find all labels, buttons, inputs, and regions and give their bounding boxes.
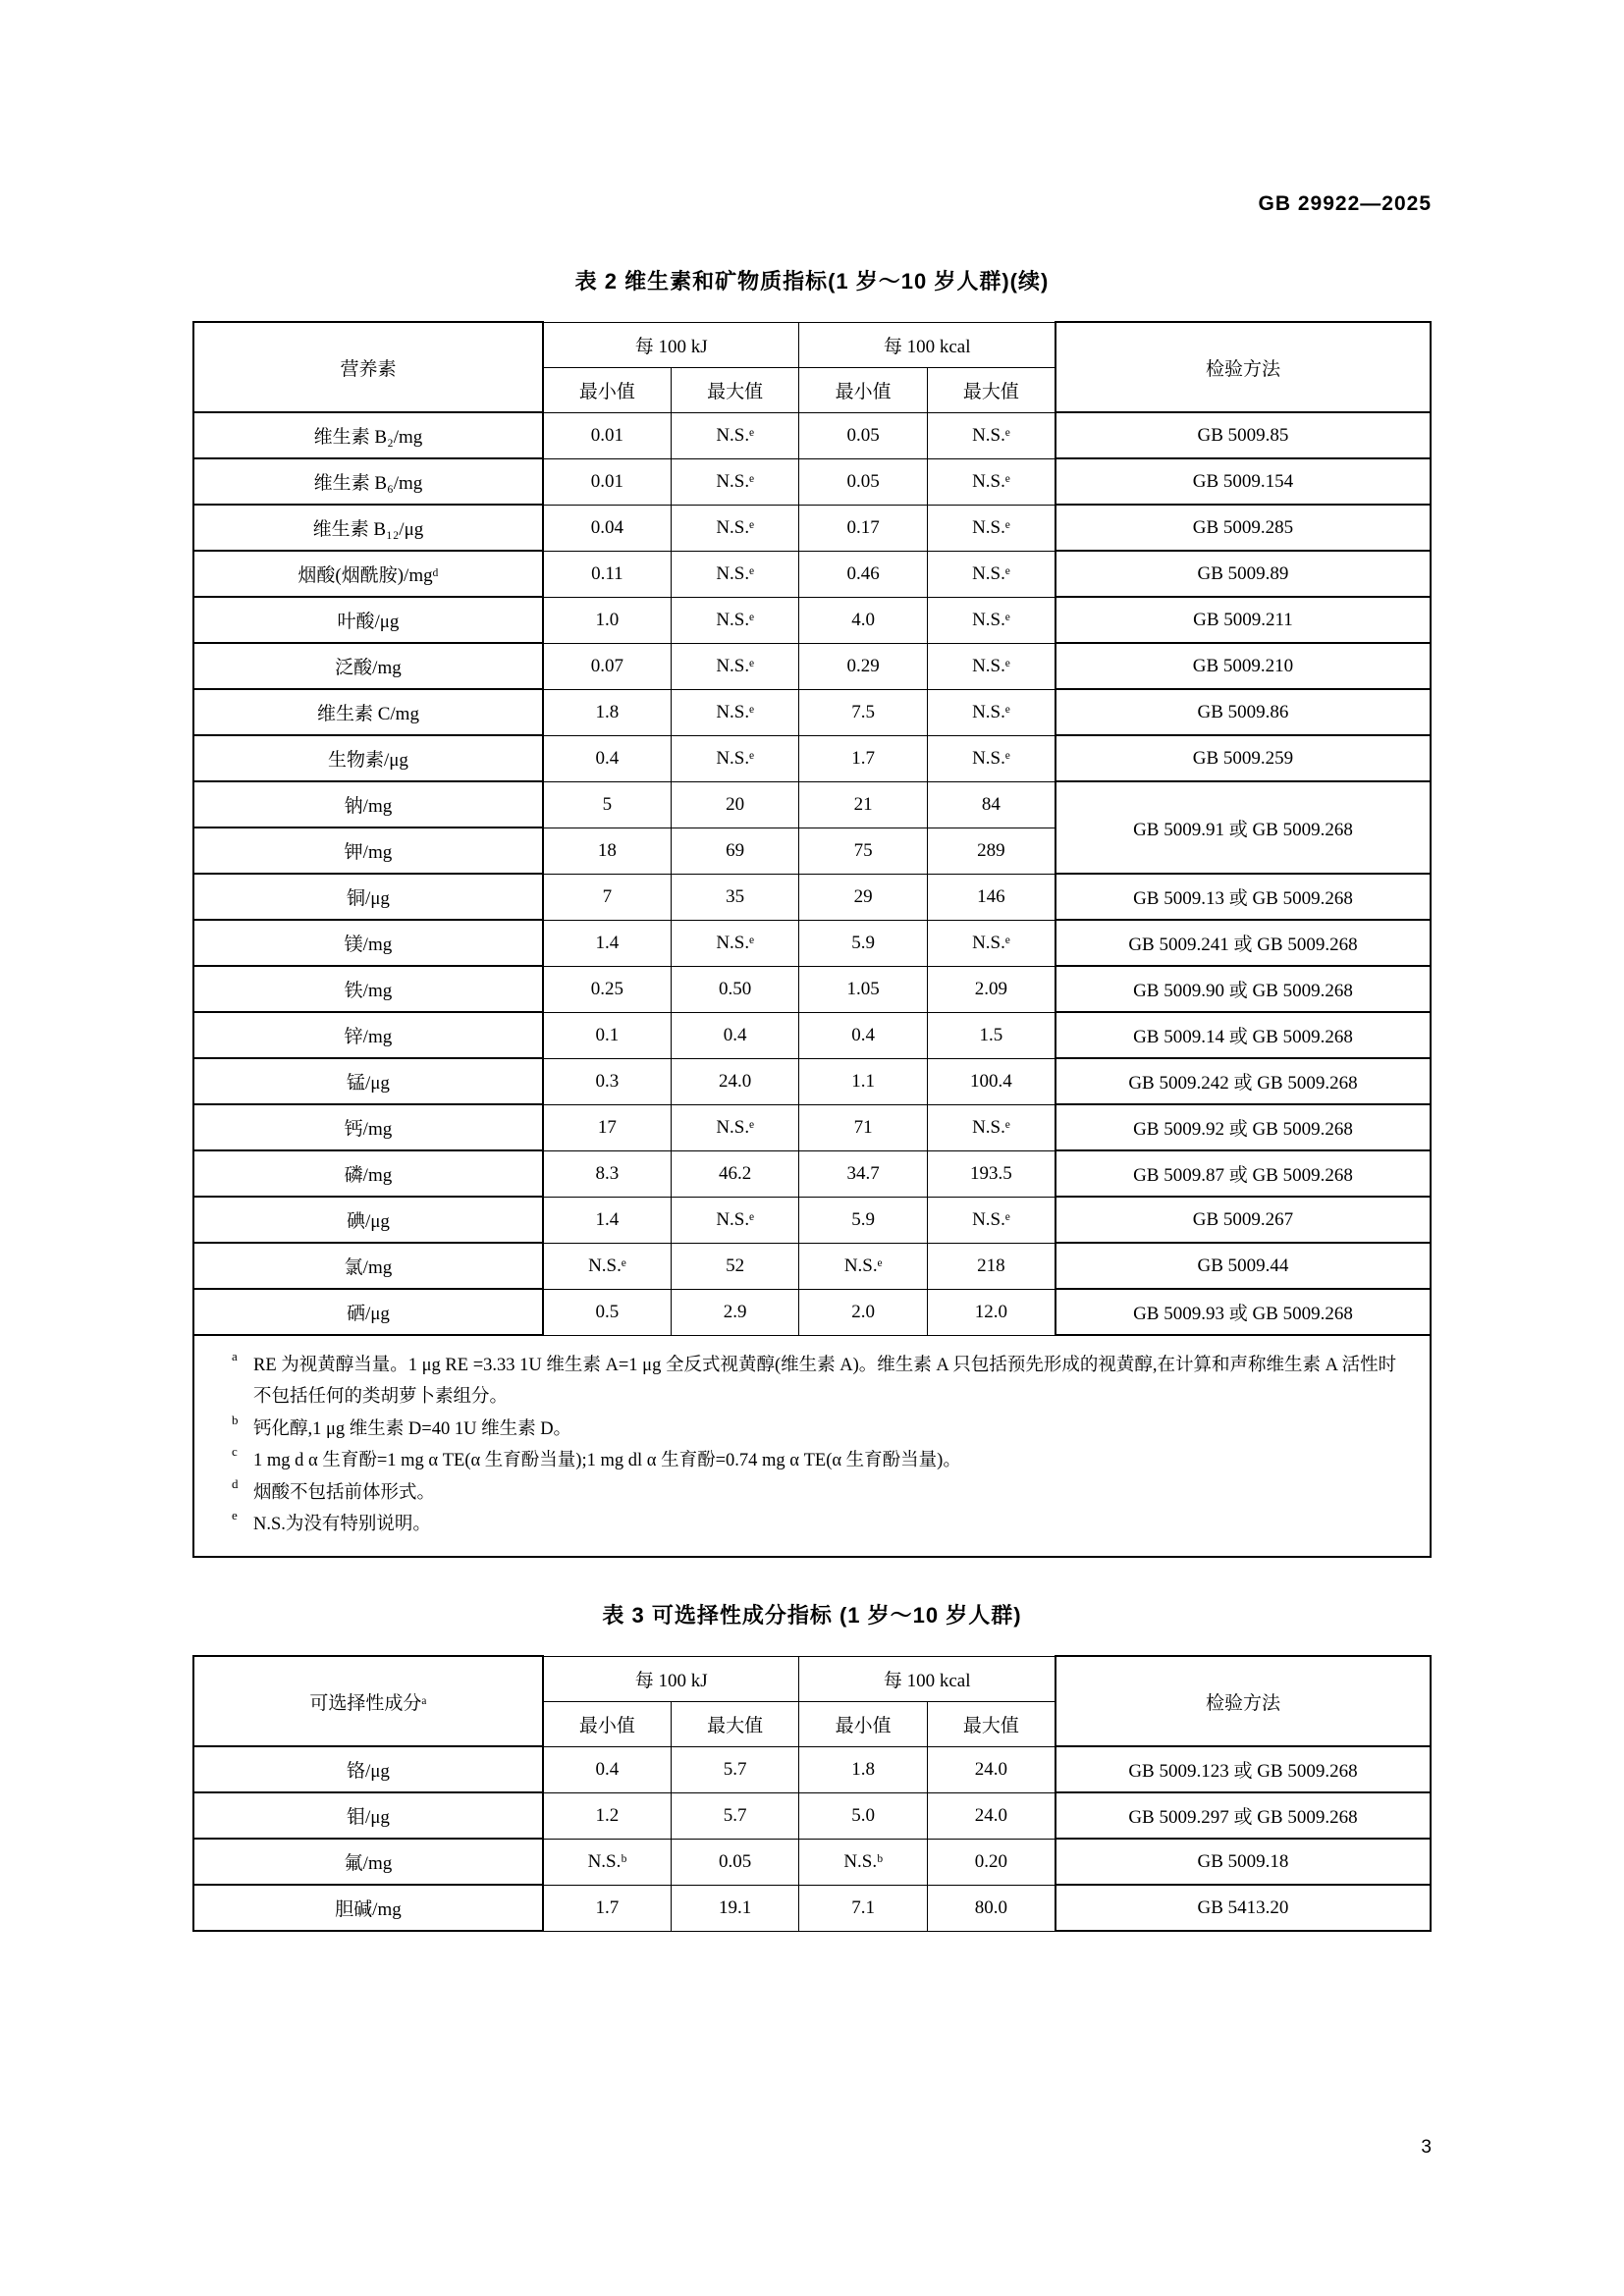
- nutrient-name: 镁/mg: [193, 920, 543, 966]
- kj-max: 52: [671, 1243, 799, 1289]
- kcal-min: 4.0: [799, 597, 928, 643]
- kj-min: 1.7: [543, 1885, 672, 1931]
- test-method: GB 5009.13 或 GB 5009.268: [1056, 874, 1431, 920]
- table-row: [193, 1792, 1431, 1839]
- table3-header-kj-max: 最大值: [671, 1701, 799, 1746]
- kj-max: N.S.ᵉ: [671, 1197, 799, 1243]
- test-method: GB 5009.91 或 GB 5009.268: [1056, 781, 1431, 874]
- table2-header-method: 检验方法: [1056, 322, 1431, 412]
- kcal-max: 193.5: [927, 1150, 1056, 1197]
- table-row: [193, 920, 1431, 966]
- table-row: [193, 458, 1431, 505]
- test-method: GB 5009.92 或 GB 5009.268: [1056, 1104, 1431, 1150]
- footnote-mark: c: [232, 1444, 238, 1460]
- kj-max: 0.05: [671, 1839, 799, 1885]
- table-row: [193, 735, 1431, 781]
- test-method: GB 5009.154: [1056, 458, 1431, 505]
- nutrient-name: 锰/μg: [193, 1058, 543, 1104]
- kj-max: N.S.ᵉ: [671, 689, 799, 735]
- test-method: GB 5009.87 或 GB 5009.268: [1056, 1150, 1431, 1197]
- nutrient-name: 磷/mg: [193, 1150, 543, 1197]
- kj-min: 17: [543, 1104, 672, 1150]
- kcal-max: 2.09: [927, 966, 1056, 1012]
- kj-max: 5.7: [671, 1792, 799, 1839]
- kj-max: N.S.ᵉ: [671, 505, 799, 551]
- table2-header-kcal-max: 最大值: [927, 367, 1056, 412]
- nutrient-name: 烟酸(烟酰胺)/mgᵈ: [193, 551, 543, 597]
- kcal-max: N.S.ᵉ: [927, 551, 1056, 597]
- kcal-max: 24.0: [927, 1792, 1056, 1839]
- kcal-min: N.S.ᵇ: [799, 1839, 928, 1885]
- kcal-max: N.S.ᵉ: [927, 458, 1056, 505]
- test-method: GB 5009.241 或 GB 5009.268: [1056, 920, 1431, 966]
- nutrient-name: 钙/mg: [193, 1104, 543, 1150]
- table-row: [193, 874, 1431, 920]
- test-method: GB 5009.259: [1056, 735, 1431, 781]
- kj-min: 0.1: [543, 1012, 672, 1058]
- footnote-e: [228, 1509, 1404, 1540]
- component-name: 胆碱/mg: [193, 1885, 543, 1931]
- kcal-min: 34.7: [799, 1150, 928, 1197]
- kcal-max: N.S.ᵉ: [927, 505, 1056, 551]
- kcal-max: N.S.ᵉ: [927, 735, 1056, 781]
- kcal-max: 0.20: [927, 1839, 1056, 1885]
- table-row: [193, 1197, 1431, 1243]
- test-method: GB 5009.18: [1056, 1839, 1431, 1885]
- kj-min: 7: [543, 874, 672, 920]
- table-row: [193, 597, 1431, 643]
- nutrient-name: 钠/mg: [193, 781, 543, 828]
- table3-header-method: 检验方法: [1056, 1656, 1431, 1746]
- kcal-min: 7.1: [799, 1885, 928, 1931]
- table-row: [193, 1104, 1431, 1150]
- table-row: [193, 1012, 1431, 1058]
- kcal-min: 1.7: [799, 735, 928, 781]
- kcal-min: 0.05: [799, 458, 928, 505]
- table-row: [193, 1150, 1431, 1197]
- footnote-c: [228, 1445, 1404, 1476]
- kj-max: 19.1: [671, 1885, 799, 1931]
- footnote-a: [228, 1350, 1404, 1414]
- table-row: [193, 1885, 1431, 1931]
- table3-header-kj-min: 最小值: [543, 1701, 672, 1746]
- kj-min: 0.4: [543, 735, 672, 781]
- nutrient-name: 碘/μg: [193, 1197, 543, 1243]
- kcal-max: N.S.ᵉ: [927, 689, 1056, 735]
- table-row: [193, 412, 1431, 458]
- kj-min: N.S.ᵉ: [543, 1243, 672, 1289]
- table2-header-kcal-min: 最小值: [799, 367, 928, 412]
- kcal-max: 218: [927, 1243, 1056, 1289]
- nutrient-name: 维生素 C/mg: [193, 689, 543, 735]
- kcal-max: 146: [927, 874, 1056, 920]
- footnote-mark: b: [232, 1412, 239, 1427]
- footnote-text: RE 为视黄醇当量。1 μg RE =3.33 1U 维生素 A=1 μg 全反式视黄醇(维生素 A)。维生素 A 只包括预先形成的视黄醇,在计算和声称维生素 A 活性时不包括任何的类胡萝卜素组分。: [253, 1356, 1397, 1408]
- kcal-min: 5.0: [799, 1792, 928, 1839]
- table3: [192, 1655, 1432, 1932]
- kcal-min: 21: [799, 781, 928, 828]
- table-row: [193, 505, 1431, 551]
- kj-max: N.S.ᵉ: [671, 643, 799, 689]
- kcal-min: 0.17: [799, 505, 928, 551]
- kcal-max: 12.0: [927, 1289, 1056, 1335]
- table3-header-row-1: [193, 1656, 1431, 1701]
- nutrient-name: 锌/mg: [193, 1012, 543, 1058]
- test-method: GB 5009.44: [1056, 1243, 1431, 1289]
- table2-wrapper: [192, 321, 1432, 1558]
- kcal-max: 100.4: [927, 1058, 1056, 1104]
- kj-min: 0.04: [543, 505, 672, 551]
- page-content: [192, 265, 1432, 1932]
- test-method: GB 5009.89: [1056, 551, 1431, 597]
- table2-title: 表 2 维生素和矿物质指标(1 岁～10 岁人群)(续): [574, 269, 1050, 294]
- nutrient-name: 生物素/μg: [193, 735, 543, 781]
- kj-max: 35: [671, 874, 799, 920]
- kcal-min: N.S.ᵉ: [799, 1243, 928, 1289]
- kj-min: 0.3: [543, 1058, 672, 1104]
- kj-min: 0.4: [543, 1746, 672, 1792]
- kcal-max: N.S.ᵉ: [927, 412, 1056, 458]
- kj-max: N.S.ᵉ: [671, 920, 799, 966]
- test-method: GB 5009.90 或 GB 5009.268: [1056, 966, 1431, 1012]
- kj-max: 0.4: [671, 1012, 799, 1058]
- kcal-min: 29: [799, 874, 928, 920]
- table-row: [193, 1058, 1431, 1104]
- footnote-mark: d: [232, 1475, 239, 1491]
- kj-max: 69: [671, 828, 799, 874]
- kcal-max: 84: [927, 781, 1056, 828]
- table-row: [193, 551, 1431, 597]
- nutrient-name: 维生素 B₂/mg: [193, 412, 543, 458]
- test-method: GB 5413.20: [1056, 1885, 1431, 1931]
- nutrient-name: 氯/mg: [193, 1243, 543, 1289]
- kcal-max: 289: [927, 828, 1056, 874]
- test-method: GB 5009.285: [1056, 505, 1431, 551]
- component-name: 氟/mg: [193, 1839, 543, 1885]
- kj-max: 0.50: [671, 966, 799, 1012]
- component-name: 钼/μg: [193, 1792, 543, 1839]
- table2-header-per-100kcal: 每 100 kcal: [799, 322, 1056, 367]
- nutrient-name: 钾/mg: [193, 828, 543, 874]
- footnote-mark: e: [232, 1507, 238, 1522]
- kj-min: 1.0: [543, 597, 672, 643]
- kcal-min: 1.1: [799, 1058, 928, 1104]
- page-header-standard-code: GB 29922—2025: [1258, 192, 1432, 215]
- nutrient-name: 维生素 B₁₂/μg: [193, 505, 543, 551]
- kcal-min: 0.46: [799, 551, 928, 597]
- table2-header-kj-min: 最小值: [543, 367, 672, 412]
- nutrient-name: 泛酸/mg: [193, 643, 543, 689]
- kcal-min: 2.0: [799, 1289, 928, 1335]
- kj-min: 0.01: [543, 458, 672, 505]
- test-method: GB 5009.85: [1056, 412, 1431, 458]
- footnote-text: 烟酸不包括前体形式。: [253, 1482, 436, 1503]
- kj-max: 46.2: [671, 1150, 799, 1197]
- nutrient-name: 铁/mg: [193, 966, 543, 1012]
- kcal-max: N.S.ᵉ: [927, 643, 1056, 689]
- test-method: GB 5009.86: [1056, 689, 1431, 735]
- kj-min: 5: [543, 781, 672, 828]
- footnote-text: 1 mg d α 生育酚=1 mg α TE(α 生育酚当量);1 mg dl α 生育酚=0.74 mg α TE(α 生育酚当量)。: [253, 1451, 961, 1471]
- component-name: 铬/μg: [193, 1746, 543, 1792]
- table2-header-nutrient: 营养素: [193, 322, 543, 412]
- kj-min: 0.01: [543, 412, 672, 458]
- table3-header-component: 可选择性成分ᵃ: [193, 1656, 543, 1746]
- footnote-d: [228, 1477, 1404, 1509]
- kj-min: 1.2: [543, 1792, 672, 1839]
- table-row: [193, 1839, 1431, 1885]
- footnote-b: [228, 1414, 1404, 1445]
- nutrient-name: 维生素 B₆/mg: [193, 458, 543, 505]
- kcal-max: 1.5: [927, 1012, 1056, 1058]
- kcal-max: N.S.ᵉ: [927, 597, 1056, 643]
- test-method: GB 5009.297 或 GB 5009.268: [1056, 1792, 1431, 1839]
- kcal-max: N.S.ᵉ: [927, 1197, 1056, 1243]
- kj-min: 0.07: [543, 643, 672, 689]
- kcal-min: 5.9: [799, 920, 928, 966]
- kj-max: 5.7: [671, 1746, 799, 1792]
- table-row: [193, 1243, 1431, 1289]
- test-method: GB 5009.211: [1056, 597, 1431, 643]
- kcal-min: 5.9: [799, 1197, 928, 1243]
- kj-min: 8.3: [543, 1150, 672, 1197]
- nutrient-name: 硒/μg: [193, 1289, 543, 1335]
- kj-max: 20: [671, 781, 799, 828]
- table-row: [193, 1289, 1431, 1335]
- kcal-min: 1.8: [799, 1746, 928, 1792]
- kj-min: N.S.ᵇ: [543, 1839, 672, 1885]
- footnote-text: 钙化醇,1 μg 维生素 D=40 1U 维生素 D。: [253, 1418, 572, 1439]
- kcal-max: 24.0: [927, 1746, 1056, 1792]
- kj-min: 1.8: [543, 689, 672, 735]
- kj-max: N.S.ᵉ: [671, 412, 799, 458]
- kcal-min: 7.5: [799, 689, 928, 735]
- table2-header-per-100kj: 每 100 kJ: [543, 322, 799, 367]
- page-number: 3: [1421, 2137, 1432, 2158]
- kj-max: N.S.ᵉ: [671, 597, 799, 643]
- kj-max: 24.0: [671, 1058, 799, 1104]
- kj-min: 1.4: [543, 1197, 672, 1243]
- table-row: [193, 1746, 1431, 1792]
- kj-max: N.S.ᵉ: [671, 551, 799, 597]
- test-method: GB 5009.267: [1056, 1197, 1431, 1243]
- kcal-max: N.S.ᵉ: [927, 1104, 1056, 1150]
- table3-header-per-100kj: 每 100 kJ: [543, 1656, 799, 1701]
- test-method: GB 5009.14 或 GB 5009.268: [1056, 1012, 1431, 1058]
- kj-min: 0.5: [543, 1289, 672, 1335]
- kj-max: 2.9: [671, 1289, 799, 1335]
- nutrient-name: 铜/μg: [193, 874, 543, 920]
- kcal-min: 71: [799, 1104, 928, 1150]
- footnote-text: N.S.为没有特别说明。: [253, 1514, 431, 1534]
- table-row: [193, 966, 1431, 1012]
- kcal-min: 75: [799, 828, 928, 874]
- kcal-min: 0.4: [799, 1012, 928, 1058]
- test-method: GB 5009.242 或 GB 5009.268: [1056, 1058, 1431, 1104]
- table-row: [193, 781, 1431, 828]
- kcal-min: 0.05: [799, 412, 928, 458]
- table2: [192, 321, 1432, 1336]
- kcal-min: 0.29: [799, 643, 928, 689]
- test-method: GB 5009.123 或 GB 5009.268: [1056, 1746, 1431, 1792]
- kj-min: 18: [543, 828, 672, 874]
- kcal-max: 80.0: [927, 1885, 1056, 1931]
- table2-header-kj-max: 最大值: [671, 367, 799, 412]
- table2-footnotes: [192, 1336, 1432, 1558]
- test-method: GB 5009.93 或 GB 5009.268: [1056, 1289, 1431, 1335]
- kj-max: N.S.ᵉ: [671, 458, 799, 505]
- test-method: GB 5009.210: [1056, 643, 1431, 689]
- kj-min: 1.4: [543, 920, 672, 966]
- footnote-mark: a: [232, 1349, 238, 1363]
- kj-max: N.S.ᵉ: [671, 735, 799, 781]
- table3-header-kcal-min: 最小值: [799, 1701, 928, 1746]
- table3-header-kcal-max: 最大值: [927, 1701, 1056, 1746]
- kcal-max: N.S.ᵉ: [927, 920, 1056, 966]
- table3-title: 表 3 可选择性成分指标 (1 岁～10 岁人群): [602, 1603, 1022, 1629]
- kj-max: N.S.ᵉ: [671, 1104, 799, 1150]
- table-row: [193, 643, 1431, 689]
- kj-min: 0.11: [543, 551, 672, 597]
- kj-min: 0.25: [543, 966, 672, 1012]
- nutrient-name: 叶酸/μg: [193, 597, 543, 643]
- table-row: [193, 689, 1431, 735]
- table3-header-per-100kcal: 每 100 kcal: [799, 1656, 1056, 1701]
- table2-header-row-1: [193, 322, 1431, 367]
- kcal-min: 1.05: [799, 966, 928, 1012]
